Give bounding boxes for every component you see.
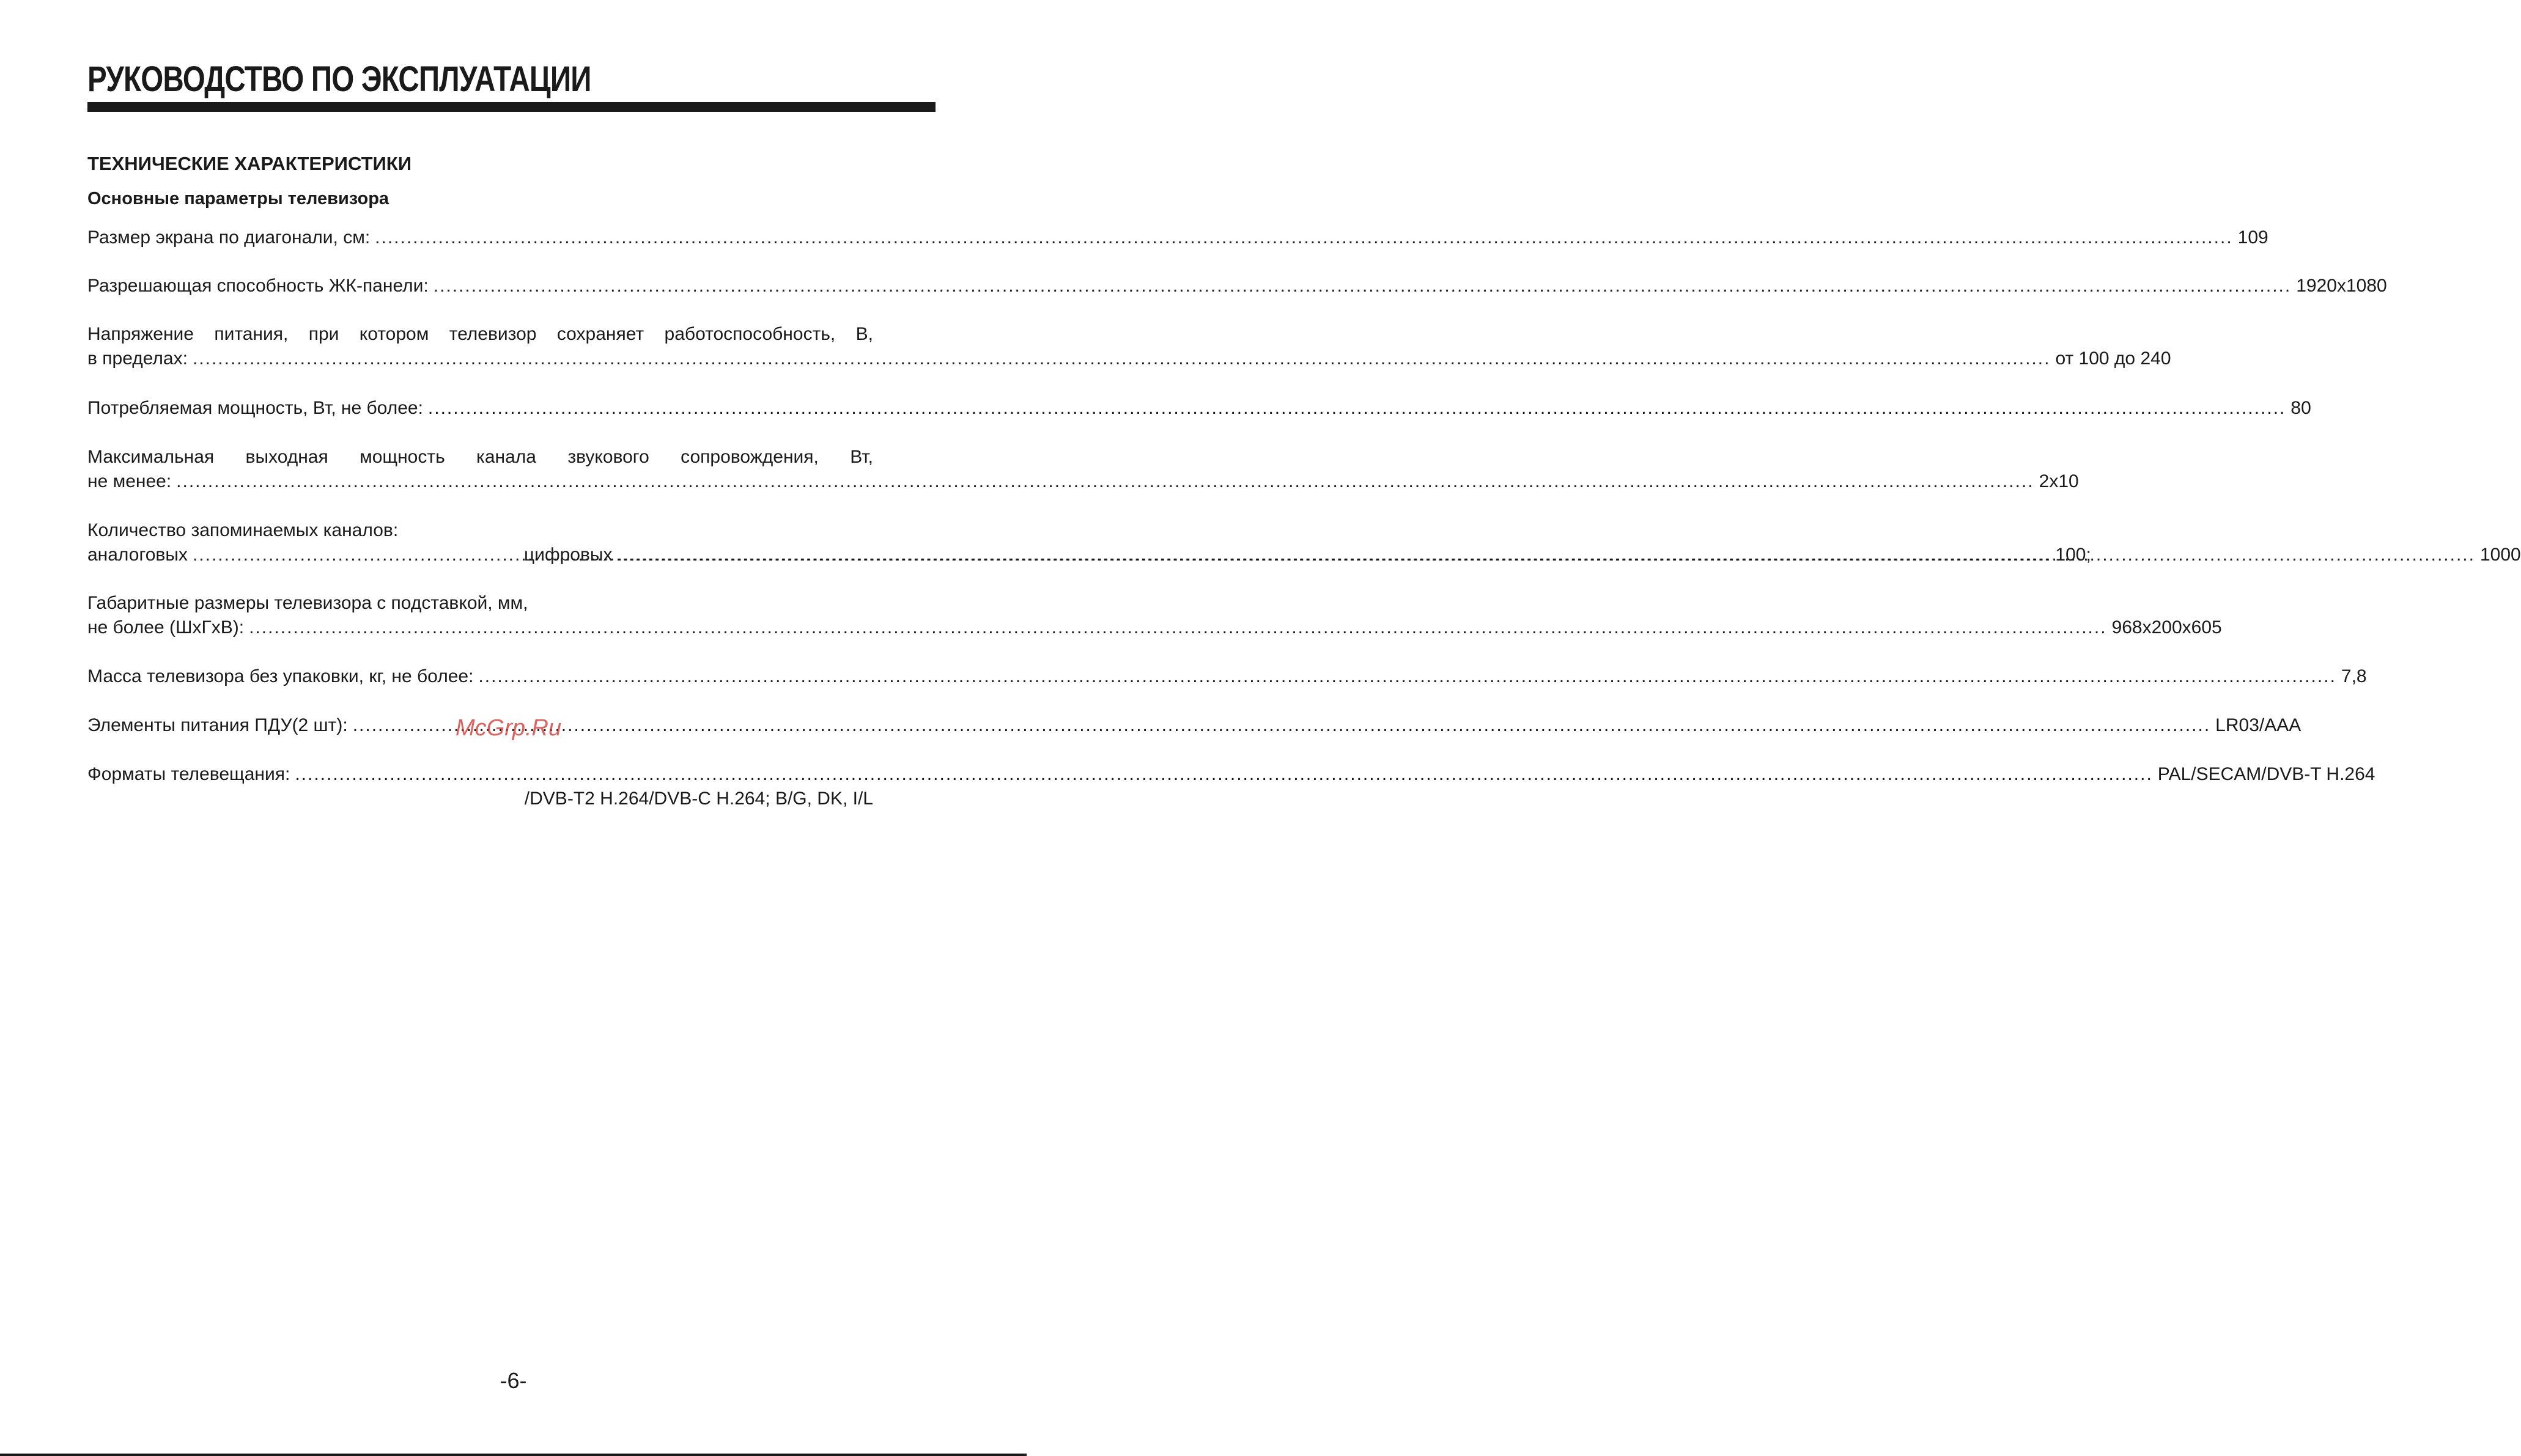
page-title: РУКОВОДСТВО ПО ЭКСПЛУАТАЦИИ xyxy=(87,59,591,99)
spec-diagonal xyxy=(87,226,2268,250)
dot-leader xyxy=(176,469,2034,494)
dot-leader xyxy=(618,543,2475,567)
spec-value: 7,8 xyxy=(2341,666,2367,686)
spec-label: Размер экрана по диагонали, см: xyxy=(87,227,371,248)
spec-audio-output xyxy=(87,445,2079,494)
dot-leader xyxy=(193,347,2050,371)
spec-resolution xyxy=(87,274,2387,298)
spec-label: Напряжение питания, при котором телевизор сохраняет работоспособность, В, xyxy=(87,324,873,344)
spec-value: 1920х1080 xyxy=(2296,276,2387,296)
spec-label: Потребляемая мощность, Вт, не более: xyxy=(87,398,423,418)
spec-broadcast-formats xyxy=(87,762,2375,811)
spec-label: Количество запоминаемых каналов: xyxy=(87,520,399,540)
spec-value: 2х10 xyxy=(2039,471,2079,491)
spec-label: Разрешающая способность ЖК-панели: xyxy=(87,276,429,296)
spec-label: Габаритные размеры телевизора с подставкой, мм, xyxy=(87,593,528,613)
page-number: -6- xyxy=(500,1368,527,1393)
analog-value: 100; xyxy=(2055,545,2091,565)
spec-label: Масса телевизора без упаковки, кг, не более: xyxy=(87,666,474,686)
spec-label: Максимальная выходная мощность канала звукового сопровождения, Вт, xyxy=(87,447,873,467)
dot-leader xyxy=(434,274,2291,298)
dot-leader xyxy=(478,664,2336,689)
dot-leader xyxy=(353,713,2210,738)
spec-power xyxy=(87,396,2311,421)
spec-value-continued: /DVB-T2 H.264/DVB-C H.264; B/G, DK, I/L xyxy=(524,789,873,809)
section-title: ТЕХНИЧЕСКИЕ ХАРАКТЕРИСТИКИ xyxy=(87,153,412,174)
spec-channels xyxy=(87,518,2521,567)
spec-value: PAL/SECAM/DVB-T H.264 xyxy=(2157,764,2375,784)
spec-label-continued: не более (ШхГхВ): xyxy=(87,617,245,638)
spec-value: 968х200х605 xyxy=(2111,617,2222,638)
spec-label: Элементы питания ПДУ(2 шт): xyxy=(87,715,348,735)
analog-label: аналоговых xyxy=(87,545,188,565)
dot-leader xyxy=(428,396,2286,421)
digital-value: 1000 xyxy=(2479,545,2521,565)
spec-label-continued: в пределах: xyxy=(87,348,188,369)
spec-voltage xyxy=(87,322,2171,371)
dot-leader xyxy=(295,762,2152,787)
digital-channels xyxy=(524,543,2521,567)
digital-label: цифровых xyxy=(524,545,613,565)
dot-leader xyxy=(249,616,2106,640)
spec-dimensions xyxy=(87,591,2222,640)
watermark: McGrp.Ru xyxy=(456,715,562,741)
subsection-title: Основные параметры телевизора xyxy=(87,189,389,208)
title-underline-rule xyxy=(87,102,936,112)
spec-value: LR03/AAA xyxy=(2215,715,2301,735)
spec-value: от 100 до 240 xyxy=(2055,348,2171,369)
spec-label-continued: не менее: xyxy=(87,471,172,491)
spec-label: Форматы телевещания: xyxy=(87,764,290,784)
spec-mass xyxy=(87,664,2367,689)
spec-value: 109 xyxy=(2237,227,2268,248)
dot-leader xyxy=(375,226,2232,250)
spec-value: 80 xyxy=(2290,398,2311,418)
bottom-edge-rule xyxy=(0,1454,1027,1456)
